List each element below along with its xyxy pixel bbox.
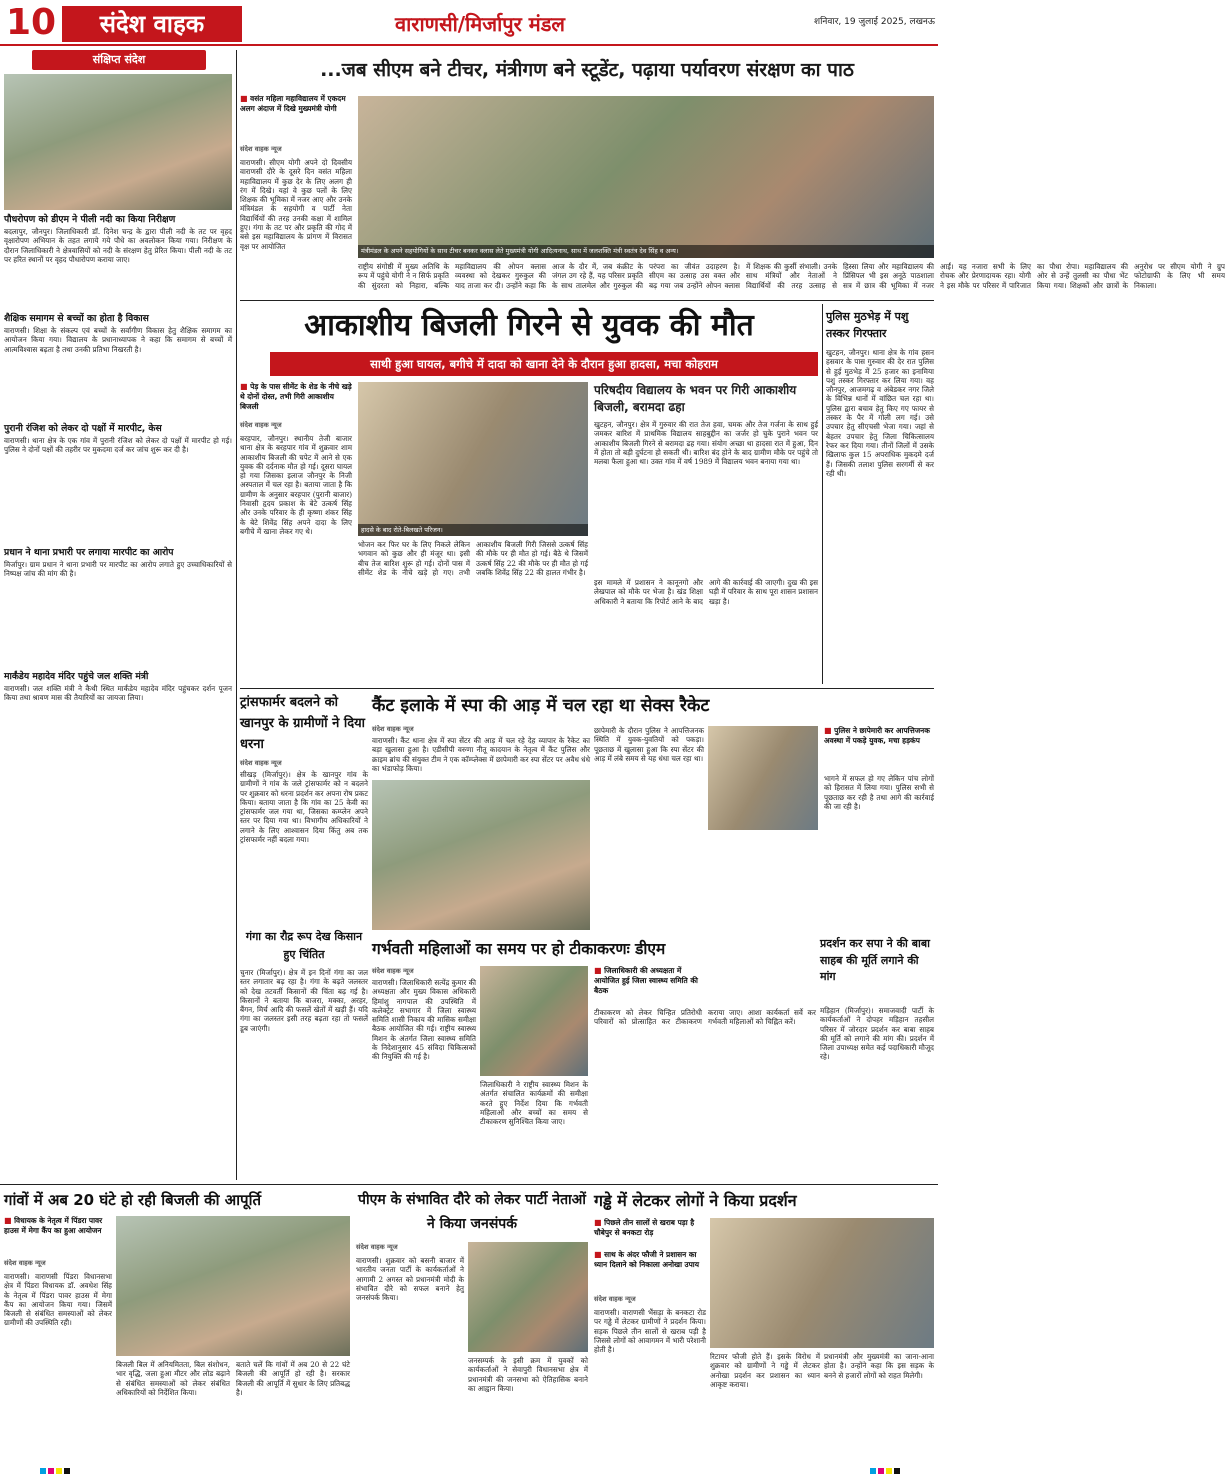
transformer-story: [240, 692, 368, 924]
pothole-body: वाराणसी। वाराणसी भैंसड़ा के बनकटा रोड पर गड्ढे में लेटकर ग्रामीणों ने प्रदर्शन किया। सड़क पिछले तीन सालों से खराब पड़ी है जिससे लोगों को आवागमन में भारी परेशानी होती है।: [594, 1308, 706, 1355]
power-kicker-text: विधायक के नेतृत्व में पिंडरा पावर हाउस में मेगा कैंप का हुआ आयोजन: [4, 1216, 103, 1235]
shrine-headline: प्रदर्शन कर सपा ने की बाबा साहब की मूर्ति लगाने की मांग: [820, 937, 930, 983]
transformer-byline: संदेश वाहक न्यूज: [240, 759, 282, 767]
brief-item3-body: वाराणसी। थाना क्षेत्र के एक गांव में पुरानी रंजिश को लेकर दो पक्षों में मारपीट हो गई। पुलिस ने दोनों पक्षों की तहरीर पर मुकदमा दर्ज कर जांच शुरू कर दी है।: [4, 436, 232, 455]
bullet-icon: ■: [240, 382, 248, 391]
brief-news-label: संक्षिप्त संदेश: [32, 50, 206, 70]
lead-kicker-text: वसंत महिला महाविद्यालय में एकदम अलग अंदाज में दिखे मुख्यमंत्री योगी: [240, 94, 346, 113]
spa-body: वाराणसी। कैंट थाना क्षेत्र में स्पा सेंटर की आड़ में चल रहे देह व्यापार के रैकेट का बड़ा खुलासा हुआ है। एडीसीपी वरुणा नीतू कादयान के नेतृत्व में कैंट पुलिस और क्राइम ब्रांच की संयुक्त टीम ने एक कॉम्प्लेक्स में छापेमारी कर स्पा सेंटर पर अवैध धंधे का भंडाफोड़ किया।: [372, 736, 590, 773]
lightning-photo: [358, 382, 588, 536]
registration-marks: [0, 1466, 938, 1476]
vaccination-body-3: टीकाकरण को लेकर चिन्हित प्रतिरोधी परिवारों को प्रोत्साहित कर टीकाकरण कराया जाए। आशा कार्यकर्ता सर्वे कर गर्भवती महिलाओं को चिह्नित करें।: [594, 1008, 816, 1027]
transformer-body: सीखड़ (मिर्जापुर)। क्षेत्र के खानपुर गांव के ग्रामीणों ने गांव के जले ट्रांसफार्मर को न बदलने पर शुक्रवार को धरना प्रदर्शन कर अपना रोष प्रकट किया। बताया जाता है कि गांव का 25 केवी का ट्रांसफार्मर जल गया था, जिसका कम्प्लेन अपने स्तर पर दिया गया था। विभागीय अधिकारियों ने लगाने के लिए आश्वासन दिया किंतु अब तक ट्रांसफार्मर नहीं बदला गया।: [240, 770, 368, 845]
school-body-2: इस मामले में प्रशासन ने कानूनगो और लेखपाल को मौके पर भेजा है। खंड शिक्षा अधिकारी ने बताया कि रिपोर्ट आने के बाद आगे की कार्रवाई की जाएगी। दुख की इस घड़ी में परिवार के साथ पूरा शासन प्रशासन खड़ा है।: [594, 578, 818, 606]
pothole-kicker-1-text: पिछले तीन सालों से खराब पड़ा है चौबेपुर से बनकटा रोड़: [594, 1218, 695, 1237]
school-headline: परिषदीय विद्यालय के भवन पर गिरी आकाशीय बिजली, बरामदा ढहा: [594, 383, 797, 414]
power-headline: गांवों में अब 20 घंटे हो रही बिजली की आपूर्ति: [4, 1191, 262, 1209]
page-number: 10: [6, 2, 57, 43]
pm-visit-byline: संदेश वाहक न्यूज: [356, 1243, 398, 1251]
lightning-body: बरहपार, जौनपुर। स्थानीय तेजी बाजार थाना क्षेत्र के बरहपार गांव में शुक्रवार शाम आकाशीय बिजली की चपेट में आने से एक युवक की दर्दनाक मौत हो गई। दूसरा घायल हो गया जिसका इलाज जौनपुर के निजी अस्पताल में चल रहा है। बताया जाता है कि ग्रामीण के अनुसार बरहपार (पुरानी बाजार) निवासी हृदय प्रकाश के बेटे उत्कर्ष सिंह और उनके परिवार के ही कृष्णा शंकर सिंह के बेटे शिवेंद्र सिंह अपने दादा के लिए बगीचे में खाना लेकर गए थे।: [240, 434, 352, 536]
edition-title: वाराणसी/मिर्जापुर मंडल: [394, 12, 565, 36]
lead-byline: संदेश वाहक न्यूज: [240, 145, 282, 153]
bullet-icon: ■: [594, 1250, 602, 1259]
lead-kicker: [240, 94, 352, 140]
encounter-body: खुटहन, जौनपुर। थाना क्षेत्र के गांव हसन हसवार के पास गुरुवार की देर रात पुलिस से हुई मुठभेड़ में 25 हजार का इनामिया पशु तस्कर गिरफ्तार कर लिया गया। वह जौनपुर, आजमगढ़ व अंबेडकर नगर जिले के विभिन्न थानों में वांछित चल रहा था। पुलिस द्वारा बचाव हेतु किए गए फायर से तस्कर के पैर में गोली लग गई। उसे उपचार हेतु सीएचसी भेजा गया। जहां से बेहतर उपचार हेतु जिला चिकित्सालय रेफर कर दिया गया। तीनों जिलों में उसके खिलाफ कुल 15 अपराधिक मुकदमे दर्ज हैं। जिसकी तलाश पुलिस सरगर्मी से कर रही थी।: [826, 348, 934, 478]
pm-visit-story: [356, 1188, 588, 1464]
ganga-body: चुनार (मिर्जापुर)। क्षेत्र में इन दिनों गंगा का जल स्तर लगातार बढ़ रहा है। गंगा के बढ़ते जलस्तर को देख तटवर्ती किसानों की चिंता बढ़ गई है। किसानों ने बताया कि बाजरा, मक्का, अरहर, बैंगन, मिर्च आदि की फसलें खेतों में खड़ी हैं। यदि गंगा का जलस्तर इसी तरह बढ़ता रहा तो फसलें डूब जाएंगी।: [240, 968, 368, 1033]
transformer-headline: ट्रांसफार्मर बदलने को खानपुर के ग्रामीणों ने दिया धरना: [240, 695, 366, 752]
lead-body-2: राष्ट्रीय संगोष्ठी में मुख्य अतिथि के रूप में पहुंचे योगी ने न सिर्फ प्रकृति की सुंदरता को निहारा, बल्कि महाविद्यालय की ओपन क्लास व्यवस्था को देखकर गुरुकुल की याद ताजा कर दी। उन्होंने कहा कि आज के दौर में, जब कंक्रीट के जंगल उग रहे हैं, यह परिसर प्रकृति के साथ तालमेल और गुरुकुल की परंपरा का जीवंत उदाहरण है। सीएम का उत्साह उस वक्त और बढ़ गया जब उन्होंने ओपन क्लास में शिक्षक की कुर्सी संभाली। उनके साथ मंत्रियों और नेताओं ने विद्यार्थियों की तरह उत्साह से हिस्सा लिया और महाविद्यालय की प्रिंसिपल भी इस अनूठे पाठशाला सत्र में छात्र की भूमिका में नजर आईं। यह नजारा सभी के लिए रोचक और प्रेरणादायक रहा। योगी ने इस मौके पर परिसर में पारिजात का पौधा रोपा। महाविद्यालय की ओर से उन्हें तुलसी का पौधा भेंट किया गया। शिक्षकों और छात्रों के अनुरोध पर सीएम योगी ने ग्रुप फोटोग्राफी के लिए भी समय निकाला।: [358, 262, 1225, 290]
lead-story: [240, 50, 1225, 298]
bullet-icon: ■: [240, 94, 248, 103]
vaccination-kicker: [594, 966, 702, 1004]
spa-headline: कैंट इलाके में स्पा की आड़ में चल रहा था सेक्स रैकेट: [372, 696, 710, 716]
ganga-headline: गंगा का रौद्र रूप देख किसान हुए चिंतित: [245, 930, 363, 961]
spa-body-2: छापेमारी के दौरान पुलिस ने आपत्तिजनक स्थिति में युवक-युवतियों को पकड़ा। पूछताछ में खुलासा हुआ कि स्पा सेंटर की आड़ में लंबे समय से यह धंधा चल रहा था।: [594, 726, 704, 763]
pothole-kicker-2-text: साथ के अंदर फौजी ने प्रशासन का ध्यान दिलाने को निकाला अनोखा उपाय: [594, 1250, 700, 1269]
brief-item5-title: मार्कंडेय महादेव मंदिर पहुंचे जल शक्ति मंत्री: [4, 671, 149, 682]
pm-visit-photo: [468, 1242, 588, 1352]
brief-item2-title: शैक्षिक समागम से बच्चों का होता है विकास: [4, 313, 149, 324]
spa-byline: संदेश वाहक न्यूज: [372, 725, 414, 733]
masthead-rule: [0, 44, 938, 46]
spa-photo: [708, 726, 818, 830]
brief-news-column: [4, 50, 234, 1180]
spa-body-3: भागने में सफल हो गए लेकिन पांच लोगों को हिरासत में लिया गया। पुलिस सभी से पूछताछ कर रही है तथा आगे की कार्रवाई की जा रही है।: [824, 774, 934, 811]
lead-bottom-rule: [240, 300, 934, 301]
brief-item2-body: वाराणसी। शिक्षा के संकल्प एवं बच्चों के सर्वांगीण विकास हेतु शैक्षिक समागम का आयोजन किया गया। विद्यालय के प्रधानाध्यापक ने कहा कि समागम से बच्चों में आत्मविश्वास बढ़ता है तथा उनकी प्रतिभा निखरती है।: [4, 326, 232, 354]
shrine-story: [820, 936, 934, 1180]
vaccination-story: [372, 936, 816, 1180]
bottom-rule: [0, 1184, 938, 1185]
encounter-story: [826, 308, 934, 684]
brief-item5-body: वाराणसी। जल शक्ति मंत्री ने कैथी स्थित मार्कंडेय महादेव मंदिर पहुंचकर दर्शन पूजन किया तथा श्रावण मास की तैयारियों का जायजा लिया।: [4, 684, 232, 703]
pm-visit-headline: पीएम के संभावित दौरे को लेकर पार्टी नेताओं ने किया जनसंपर्क: [358, 1192, 586, 1232]
vaccination-kicker-text: जिलाधिकारी की अध्यक्षता में आयोजित हुई जिला स्वास्थ्य समिति की बैठक: [594, 966, 698, 995]
encounter-headline: पुलिस मुठभेड़ में पशु तस्कर गिरफ्तार: [826, 310, 909, 340]
vaccination-headline: गर्भवती महिलाओं का समय पर हो टीकाकरणः डीएम: [372, 940, 666, 958]
brief-item3-title: पुरानी रंजिश को लेकर दो पक्षों में मारपीट, केस: [4, 423, 162, 434]
vaccination-photo: [480, 966, 588, 1076]
power-story: [4, 1188, 350, 1464]
power-body-3: बताते चलें कि गांवों में अब 20 से 22 घंटे बिजली की आपूर्ति हो रही है। सरकार बिजली की आपूर्ति में सुधार के लिए प्रतिबद्ध है।: [236, 1360, 350, 1397]
lightning-story: [240, 304, 818, 684]
mid-rule: [240, 688, 934, 689]
lightning-body-2: भोजन कर फिर घर के लिए निकले लेकिन भगवान को कुछ और ही मंजूर था। इसी बीच तेज बारिश शुरू हो गई। दोनों पास में सीमेंट शेड के नीचे खड़े हो गए। तभी आकाशीय बिजली गिरी जिससे उत्कर्ष सिंह की मौके पर ही मौत हो गई। बैठे थे जिसमें उत्कर्ष सिंह 22 की मौके पर ही मौत हो गई जबकि शिवेंद्र सिंह 22 की हालत गंभीर है।: [358, 540, 588, 577]
lightning-byline: संदेश वाहक न्यूज: [240, 421, 282, 429]
column-divider-left: [236, 50, 237, 1180]
column-divider-right: [822, 304, 823, 684]
brief-item1-title: पौधरोपण को डीएम ने पीली नदी का किया निरीक्षण: [4, 214, 176, 225]
brief-photo: [4, 74, 232, 210]
brief-item4-title: प्रधान ने थाना प्रभारी पर लगाया मारपीट का आरोप: [4, 547, 174, 558]
spa-story: [372, 692, 934, 932]
brief-item1-body: बदलापुर, जौनपुर। जिलाधिकारी डॉ. दिनेश चन्द्र के द्वारा पीली नदी के तट पर वृहद वृक्षारोपण अभियान के तहत लगाये गये पौधे का अवलोकन किया गया। निरीक्षण के दौरान जिलाधिकारी ने क्षेत्रवासियों को नदी के संरक्षण हेतु प्रेरित किया। पीली नदी के तट पर हरित स्थानों पर वृहद पौधारोपण कराया जाए।: [4, 227, 232, 264]
lightning-kicker-text: पेड़ के पास सीमेंट के शेड के नीचे खड़े थे दोनों दोस्त, तभी गिरी आकाशीय बिजली: [240, 382, 352, 411]
pothole-body-2: रिटायर फौजी होते हैं। इसके विरोध में शुक्रवार को ग्रामीणों ने गड्ढे में लेटकर अनोखा प्रदर्शन कर प्रशासन का ध्यान आकृष्ट कराया।: [710, 1352, 820, 1389]
ganga-story: [240, 928, 368, 1180]
pothole-story: [594, 1188, 934, 1464]
power-photo: [116, 1216, 350, 1356]
vaccination-byline: संदेश वाहक न्यूज: [372, 967, 414, 975]
spa-kicker-text: पुलिस ने छापेमारी कर आपत्तिजनक अवस्था में पकड़े युवक, मचा हड़कंप: [824, 726, 930, 745]
school-body: खुटहन, जौनपुर। क्षेत्र में गुरुवार की रात तेज हवा, चमक और तेज गर्जना के साथ हुई जमकर बारिश में प्राथमिक विद्यालय साहबुद्दीन का जर्जर हो चुके पुराने भवन पर आकाशीय बिजली गिरने से बरामदा ढह गया। संयोग अच्छा था हादसा रात में हुआ, दिन में होता तो बड़ी दुर्घटना हो सकती थी। बारिश बंद होने के बाद ग्रामीण मौके पर पहुंचे तो मलबा फैला हुआ था। उक्त गांव में वर्ष 1989 में विद्यालय भवन बनाया गया था।: [594, 420, 818, 467]
bullet-icon: ■: [824, 726, 832, 735]
lightning-headline: आकाशीय बिजली गिरने से युवक की मौत: [304, 308, 754, 343]
vaccination-body-2: जिलाधिकारी ने राष्ट्रीय स्वास्थ्य मिशन के अंतर्गत संचालित कार्यक्रमों की समीक्षा करते हुए निर्देश दिया कि गर्भवती महिलाओं और बच्चों का समय से टीकाकरण सुनिश्चित किया जाए।: [480, 1080, 588, 1127]
paper-name: संदेश वाहक: [62, 6, 242, 42]
lead-headline: ...जब सीएम बने टीचर, मंत्रीगण बने स्टूडेंट, पढ़ाया पर्यावरण संरक्षण का पाठ: [320, 59, 854, 81]
pothole-byline: संदेश वाहक न्यूज: [594, 1295, 636, 1303]
pothole-photo: [710, 1218, 934, 1348]
masthead: [0, 0, 938, 46]
lightning-photo-caption: हादसे के बाद रोते-बिलखते परिजन।: [358, 524, 588, 536]
power-body-2: बिजली बिल में अनियमितता, बिल संशोधन, भार वृद्धि, जला हुआ मीटर और लोड बढ़ाने से संबंधित समस्याओं को लेकर संबंधित अधिकारियों को निर्देशित किया।: [116, 1360, 230, 1397]
lead-photo-caption: मंत्रीमंडल के अपने सहयोगियों के साथ टीचर बनकर क्लास लेते मुख्यमंत्री योगी आदित्यनाथ, साथ में जलशक्ति मंत्री स्वतंत्र देव सिंह व अन्य।: [358, 245, 934, 258]
pothole-kicker-1: [594, 1218, 706, 1248]
vaccination-body: वाराणसी। जिलाधिकारी सत्येंद्र कुमार की अध्यक्षता और मुख्य विकास अधिकारी हिमांशु नागपाल की उपस्थिति में कलेक्ट्रेट सभागार में जिला स्वास्थ्य समिति शासी निकाय की मासिक समीक्षा बैठक आयोजित की गई। राष्ट्रीय स्वास्थ्य मिशन के अंतर्गत जिला स्वास्थ्य समिति के निदेशानुसार 45 संविदा चिकित्सकों की नियुक्ति की गई है।: [372, 978, 476, 1062]
lightning-subhead: साथी हुआ घायल, बगीचे में दादा को खाना देने के दौरान हुआ हादसा, मचा कोहराम: [270, 352, 818, 376]
registration-strip: [0, 1466, 938, 1476]
pothole-body-3: प्रधानमंत्री और मुख्यमंत्री का जाना-आना होता है। उन्होंने कहा कि इस सड़क के बनने से हजारों लोगों को राहत मिलेगी।: [824, 1352, 934, 1380]
bullet-icon: ■: [594, 966, 602, 975]
spa-kicker: [824, 726, 934, 770]
brief-item4-body: मिर्जापुर। ग्राम प्रधान ने थाना प्रभारी पर मारपीट का आरोप लगाते हुए उच्चाधिकारियों से निष्पक्ष जांच की मांग की है।: [4, 560, 232, 579]
bullet-icon: ■: [594, 1218, 602, 1227]
power-byline: संदेश वाहक न्यूज: [4, 1259, 46, 1267]
pothole-kicker-2: [594, 1250, 706, 1290]
pm-visit-body: वाराणसी। शुक्रवार को बसनी बाजार में भारतीय जनता पार्टी के कार्यकर्ताओं ने आगामी 2 अगस्त को प्रधानमंत्री मोदी के संभावित दौरे को सफल बनाने हेतु जनसंपर्क किया।: [356, 1256, 464, 1303]
pothole-headline: गड्ढे में लेटकर लोगों ने किया प्रदर्शन: [594, 1191, 797, 1210]
power-kicker: [4, 1216, 112, 1254]
school-story: [594, 382, 818, 684]
pm-visit-body-2: जनसम्पर्क के इसी क्रम में युवकों को कार्यकर्ताओं ने सेवापुरी विधानसभा क्षेत्र में प्रधानमंत्री की जनसभा को ऐतिहासिक बनाने का आह्वान किया।: [468, 1356, 588, 1393]
lead-photo: [358, 96, 934, 258]
shrine-body: मड़िहान (मिर्जापुर)। समाजवादी पार्टी के कार्यकर्ताओं ने दोपहर मड़िहान तहसील परिसर में जोरदार प्रदर्शन कर बाबा साहब की मूर्ति को लगाने की मांग की। प्रदर्शन में जिला उपाध्यक्ष समेत कई पदाधिकारी मौजूद रहे।: [820, 1006, 934, 1062]
lead-body-1: वाराणसी। सीएम योगी अपने दो दिवसीय वाराणसी दौरे के दूसरे दिन वसंत महिला महाविद्यालय में कुछ देर के लिए अलग ही रंग में दिखे। यहां वे कुछ पलों के लिए शिक्षक की भूमिका में नजर आए और उनके मंत्रिमंडल के सहयोगी व पार्टी नेता विद्यार्थियों की तरह उनकी कक्षा में शामिल हुए। गंगा के तट पर और प्रकृति की गोद में बसे इस महाविद्यालय के प्रांगण में विरासत वृक्ष पर आयोजित: [240, 158, 352, 251]
dateline: शनिवार, 19 जुलाई 2025, लखनऊ: [813, 17, 935, 27]
bullet-icon: ■: [4, 1216, 12, 1225]
lightning-kicker: [240, 382, 352, 418]
power-body: वाराणसी। वाराणसी पिंडरा विधानसभा क्षेत्र में पिंडरा विधायक डॉ. अवधेश सिंह के नेतृत्व में पिंडरा पावर हाउस में मेगा कैंप का आयोजन किया गया। जिसमें बिजली से संबंधित समस्याओं को लेकर ग्रामीणों की उपस्थिति रही।: [4, 1272, 112, 1328]
